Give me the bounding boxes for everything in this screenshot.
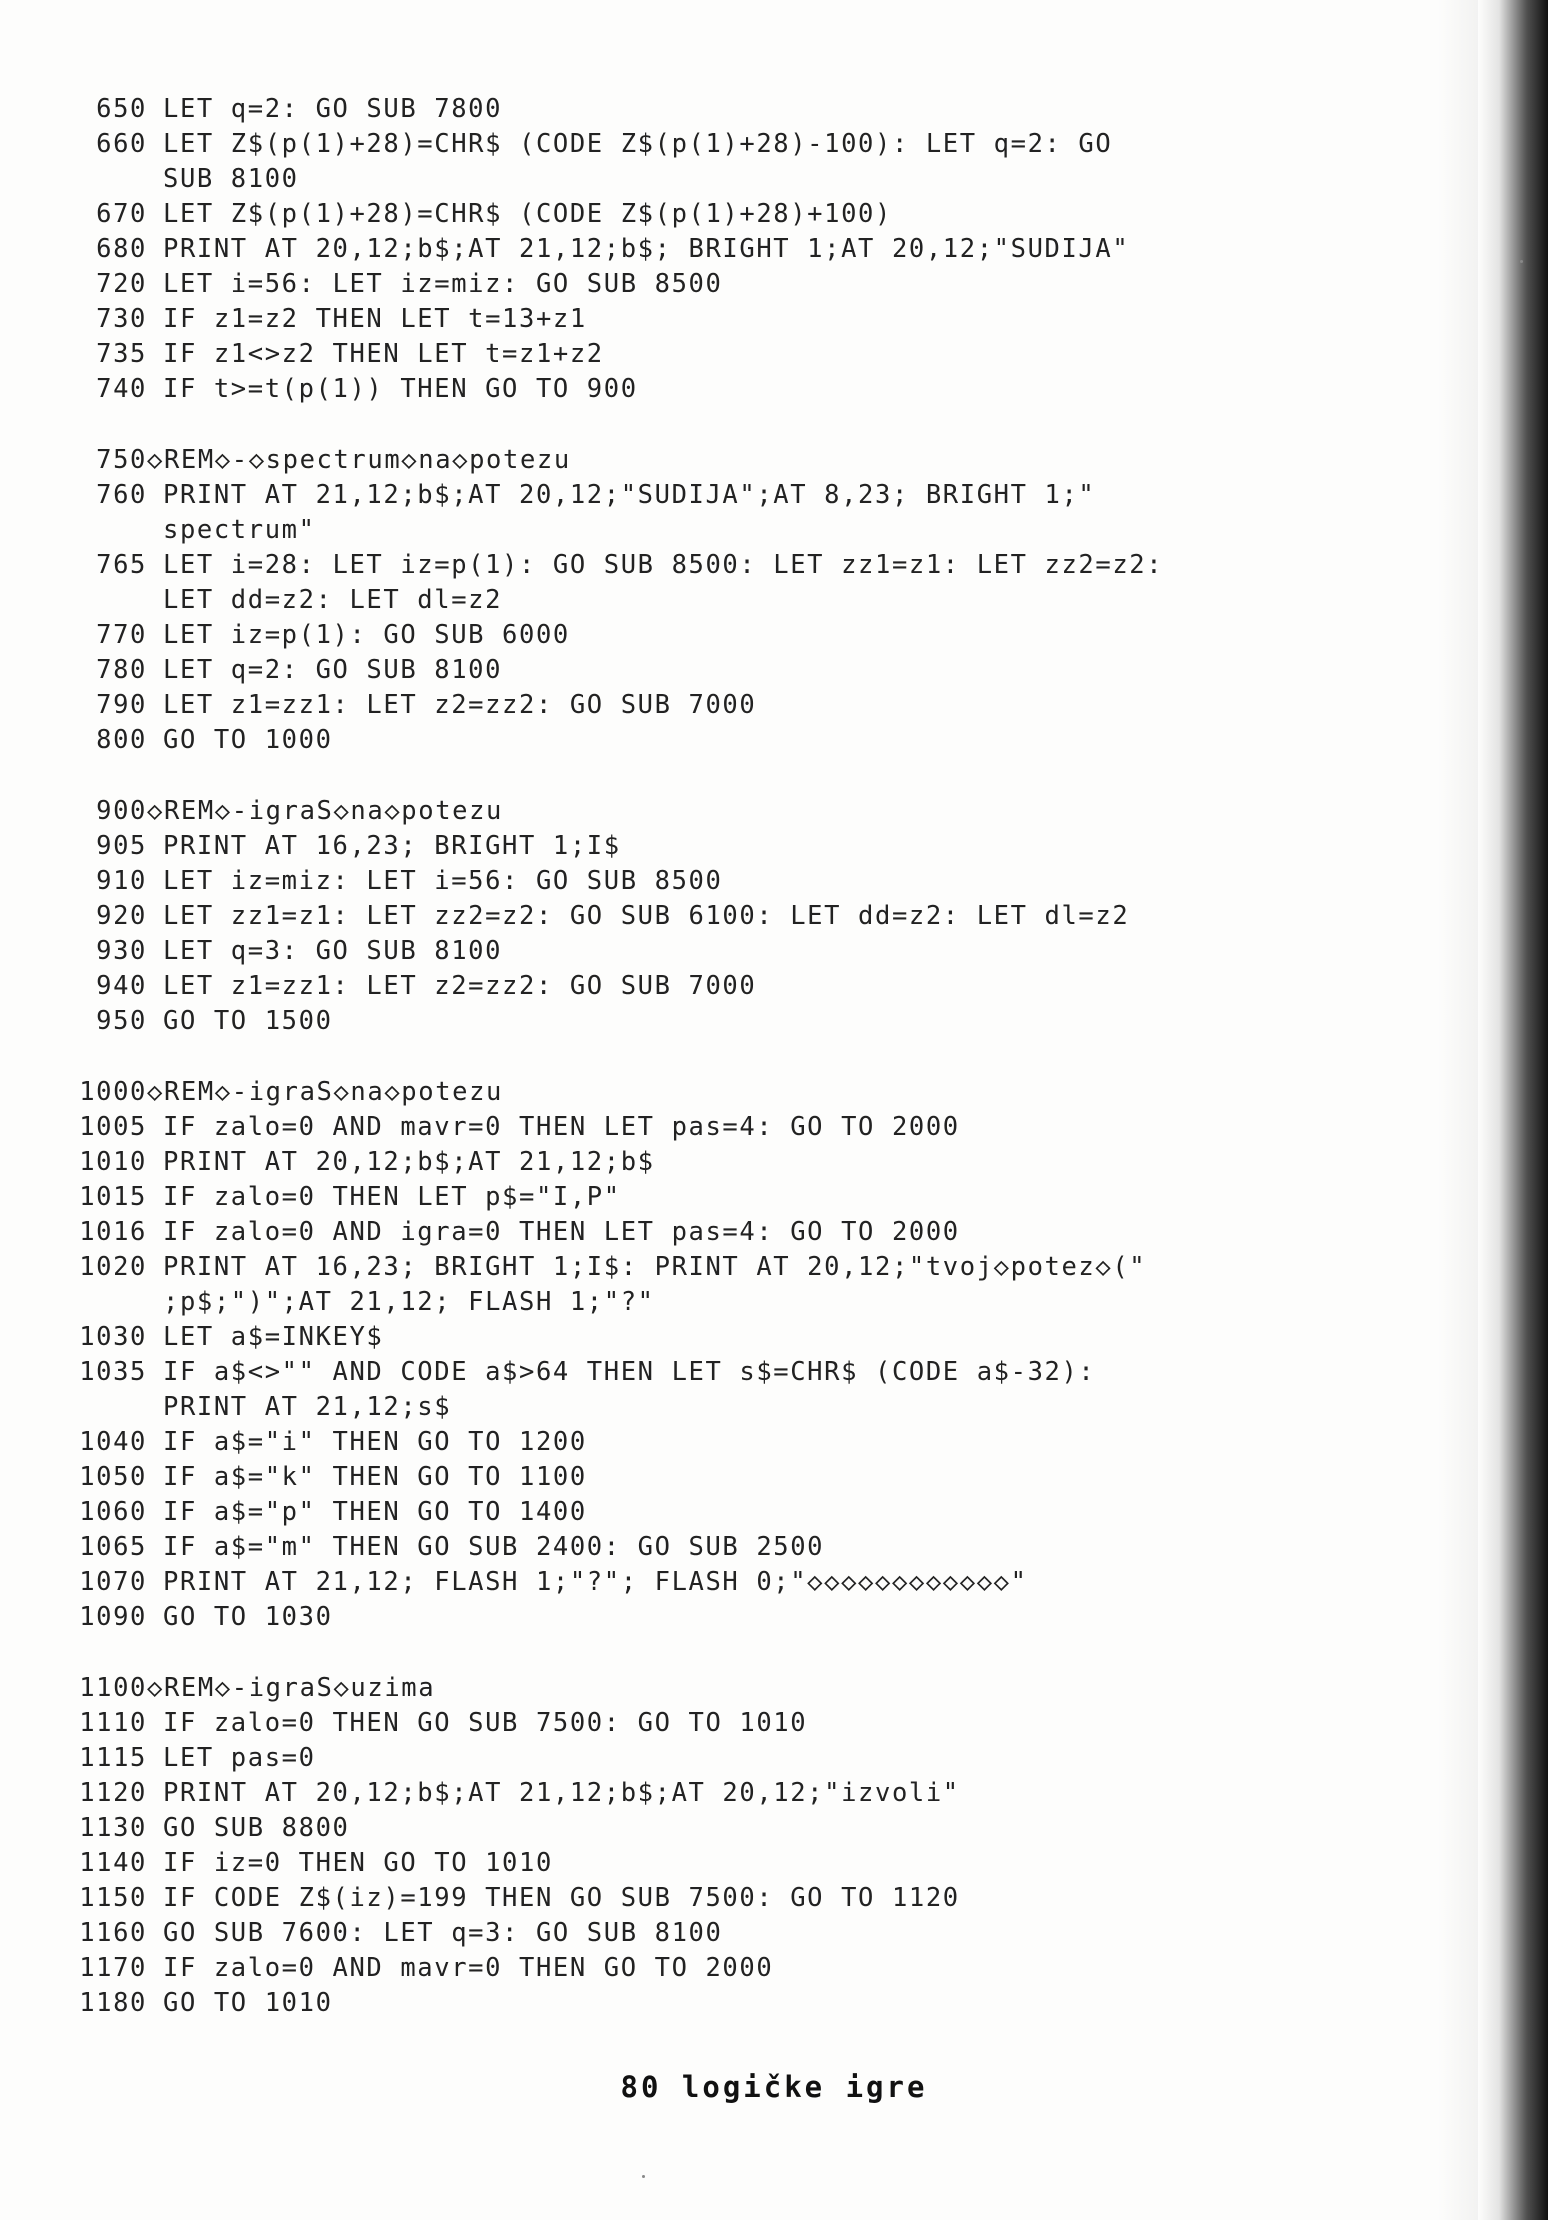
code-line (62, 1425, 1392, 1460)
line-number: 660 (96, 129, 147, 159)
line-number: 940 (96, 971, 147, 1001)
code-line (62, 302, 1392, 337)
code-line (62, 618, 1392, 653)
line-number: 1010 (79, 1147, 147, 1177)
code-line-continuation: spectrum" (163, 515, 316, 545)
line-number: 950 (96, 1006, 147, 1036)
line-statement: ◇REM◇-◇spectrum◇na◇potezu (147, 445, 571, 475)
page-footer: 80 logičke igre (620, 2070, 928, 2104)
code-line (62, 688, 1392, 723)
code-line (62, 1741, 1392, 1776)
code-line (62, 1004, 1392, 1039)
line-number: 1016 (79, 1217, 147, 1247)
line-number: 1120 (79, 1778, 147, 1808)
line-number: 1005 (79, 1112, 147, 1142)
line-statement: GO TO 1010 (163, 1988, 333, 2018)
code-line (62, 1530, 1392, 1565)
binding-shadow (1438, 0, 1478, 2220)
line-statement: LET z1=zz1: LET z2=zz2: GO SUB 7000 (163, 971, 757, 1001)
line-number: 1115 (79, 1743, 147, 1773)
line-number: 1035 (79, 1357, 147, 1387)
code-line (62, 1355, 1392, 1390)
line-statement: LET q=2: GO SUB 7800 (163, 94, 503, 124)
line-number: 720 (96, 269, 147, 299)
line-number: 1050 (79, 1462, 147, 1492)
code-line (62, 1600, 1392, 1635)
code-line (62, 127, 1392, 162)
line-statement: LET a$=INKEY$ (163, 1322, 384, 1352)
line-statement: LET iz=p(1): GO SUB 6000 (163, 620, 570, 650)
line-number: 770 (96, 620, 147, 650)
line-statement: LET q=3: GO SUB 8100 (163, 936, 503, 966)
line-statement: LET q=2: GO SUB 8100 (163, 655, 503, 685)
line-statement: ◇REM◇-igraS◇uzima (147, 1673, 436, 1703)
code-line (62, 1145, 1392, 1180)
code-line (62, 1110, 1392, 1145)
line-number: 1060 (79, 1497, 147, 1527)
code-line (62, 197, 1392, 232)
code-line-continuation: ;p$;")";AT 21,12; FLASH 1;"?" (163, 1287, 655, 1317)
line-number: 780 (96, 655, 147, 685)
line-number: 930 (96, 936, 147, 966)
line-statement: IF a$="k" THEN GO TO 1100 (163, 1462, 587, 1492)
line-statement: LET zz1=z1: LET zz2=z2: GO SUB 6100: LET dd=z2: LET dl=z2 (163, 901, 1130, 931)
line-number: 1070 (79, 1567, 147, 1597)
line-number: 1170 (79, 1953, 147, 1983)
line-number: 1030 (79, 1322, 147, 1352)
code-line (62, 1951, 1392, 1986)
code-line (62, 723, 1392, 758)
line-statement: LET z1=zz1: LET z2=zz2: GO SUB 7000 (163, 690, 757, 720)
line-number: 765 (96, 550, 147, 580)
line-statement: GO TO 1500 (163, 1006, 333, 1036)
code-block (62, 92, 1392, 407)
line-statement: PRINT AT 21,12; FLASH 1;"?"; FLASH 0;"◇◇◇◇◇◇◇◇◇◇◇◇" (163, 1567, 1028, 1597)
line-statement: IF zalo=0 THEN GO SUB 7500: GO TO 1010 (163, 1708, 808, 1738)
code-line (62, 1215, 1392, 1250)
line-statement: PRINT AT 20,12;b$;AT 21,12;b$; BRIGHT 1;AT 20,12;"SUDIJA" (163, 234, 1130, 264)
code-line (62, 372, 1392, 407)
line-number: 750 (96, 445, 147, 475)
line-number: 1180 (79, 1988, 147, 2018)
line-number: 1160 (79, 1918, 147, 1948)
line-statement: GO TO 1000 (163, 725, 333, 755)
code-line (62, 934, 1392, 969)
line-statement: LET i=56: LET iz=miz: GO SUB 8500 (163, 269, 723, 299)
line-statement: GO SUB 7600: LET q=3: GO SUB 8100 (163, 1918, 723, 1948)
line-statement: IF iz=0 THEN GO TO 1010 (163, 1848, 553, 1878)
line-number: 1110 (79, 1708, 147, 1738)
line-number: 680 (96, 234, 147, 264)
code-line (62, 794, 1392, 829)
line-statement: GO SUB 8800 (163, 1813, 350, 1843)
basic-program-listing (62, 92, 1392, 2057)
line-number: 800 (96, 725, 147, 755)
line-number: 905 (96, 831, 147, 861)
code-line (62, 337, 1392, 372)
code-line (62, 548, 1392, 583)
code-line (62, 443, 1392, 478)
code-line (62, 1916, 1392, 1951)
code-line (62, 653, 1392, 688)
line-number: 1000 (79, 1077, 147, 1107)
line-statement: LET i=28: LET iz=p(1): GO SUB 8500: LET zz1=z1: LET zz2=z2: (163, 550, 1164, 580)
line-statement: IF zalo=0 AND mavr=0 THEN GO TO 2000 (163, 1953, 774, 1983)
binding-edge (1478, 0, 1548, 2220)
code-line (62, 1495, 1392, 1530)
line-statement: LET pas=0 (163, 1743, 316, 1773)
code-line (62, 1671, 1392, 1706)
line-number: 1100 (79, 1673, 147, 1703)
scan-speck (642, 2175, 645, 2178)
code-line (62, 1180, 1392, 1215)
scan-speck (1520, 260, 1523, 263)
code-line (62, 1986, 1392, 2021)
code-line (62, 864, 1392, 899)
line-statement: GO TO 1030 (163, 1602, 333, 1632)
line-number: 1130 (79, 1813, 147, 1843)
code-line (62, 829, 1392, 864)
line-statement: IF a$="m" THEN GO SUB 2400: GO SUB 2500 (163, 1532, 825, 1562)
code-block (62, 1075, 1392, 1635)
line-statement: PRINT AT 16,23; BRIGHT 1;I$: PRINT AT 20,12;"tvoj◇potez◇(" (163, 1252, 1147, 1282)
line-number: 1020 (79, 1252, 147, 1282)
line-statement: PRINT AT 21,12;b$;AT 20,12;"SUDIJA";AT 8,23; BRIGHT 1;" (163, 480, 1096, 510)
code-line (62, 267, 1392, 302)
line-number: 790 (96, 690, 147, 720)
code-line (62, 1565, 1392, 1600)
code-line (62, 232, 1392, 267)
line-statement: PRINT AT 20,12;b$;AT 21,12;b$ (163, 1147, 655, 1177)
line-statement: IF t>=t(p(1)) THEN GO TO 900 (163, 374, 638, 404)
code-line (62, 969, 1392, 1004)
line-statement: IF a$="p" THEN GO TO 1400 (163, 1497, 587, 1527)
line-statement: LET Z$(p(1)+28)=CHR$ (CODE Z$(p(1)+28)-100): LET q=2: GO (163, 129, 1113, 159)
line-statement: IF z1=z2 THEN LET t=13+z1 (163, 304, 587, 334)
line-number: 670 (96, 199, 147, 229)
line-number: 1015 (79, 1182, 147, 1212)
line-number: 1090 (79, 1602, 147, 1632)
code-line (62, 1706, 1392, 1741)
line-statement: IF a$="i" THEN GO TO 1200 (163, 1427, 587, 1457)
line-statement: LET iz=miz: LET i=56: GO SUB 8500 (163, 866, 723, 896)
line-statement: ◇REM◇-igraS◇na◇potezu (147, 1077, 503, 1107)
code-line (62, 92, 1392, 127)
code-line (62, 478, 1392, 513)
line-statement: IF zalo=0 THEN LET p$="I,P" (163, 1182, 621, 1212)
line-number: 735 (96, 339, 147, 369)
line-statement: IF zalo=0 AND mavr=0 THEN LET pas=4: GO TO 2000 (163, 1112, 960, 1142)
code-line (62, 899, 1392, 934)
line-number: 760 (96, 480, 147, 510)
line-number: 920 (96, 901, 147, 931)
line-statement: IF z1<>z2 THEN LET t=z1+z2 (163, 339, 604, 369)
code-block (62, 794, 1392, 1039)
code-block (62, 443, 1392, 758)
code-line-continuation: SUB 8100 (163, 164, 299, 194)
code-line-continuation: PRINT AT 21,12;s$ (163, 1392, 452, 1422)
code-line (62, 1776, 1392, 1811)
code-line-continuation: LET dd=z2: LET dl=z2 (163, 585, 503, 615)
line-number: 740 (96, 374, 147, 404)
line-number: 1150 (79, 1883, 147, 1913)
line-number: 730 (96, 304, 147, 334)
line-number: 1065 (79, 1532, 147, 1562)
line-statement: LET Z$(p(1)+28)=CHR$ (CODE Z$(p(1)+28)+100) (163, 199, 892, 229)
line-statement: PRINT AT 20,12;b$;AT 21,12;b$;AT 20,12;"izvoli" (163, 1778, 960, 1808)
code-line (62, 1460, 1392, 1495)
line-number: 900 (96, 796, 147, 826)
code-line (62, 1846, 1392, 1881)
line-number: 1040 (79, 1427, 147, 1457)
line-statement: PRINT AT 16,23; BRIGHT 1;I$ (163, 831, 621, 861)
line-statement: ◇REM◇-igraS◇na◇potezu (147, 796, 503, 826)
line-number: 650 (96, 94, 147, 124)
line-number: 910 (96, 866, 147, 896)
line-statement: IF CODE Z$(iz)=199 THEN GO SUB 7500: GO TO 1120 (163, 1883, 960, 1913)
code-block (62, 1671, 1392, 2021)
code-line (62, 1811, 1392, 1846)
code-line (62, 1881, 1392, 1916)
line-number: 1140 (79, 1848, 147, 1878)
code-line (62, 1075, 1392, 1110)
code-line (62, 1320, 1392, 1355)
code-line (62, 1250, 1392, 1285)
line-statement: IF zalo=0 AND igra=0 THEN LET pas=4: GO TO 2000 (163, 1217, 960, 1247)
line-statement: IF a$<>"" AND CODE a$>64 THEN LET s$=CHR$ (CODE a$-32): (163, 1357, 1096, 1387)
